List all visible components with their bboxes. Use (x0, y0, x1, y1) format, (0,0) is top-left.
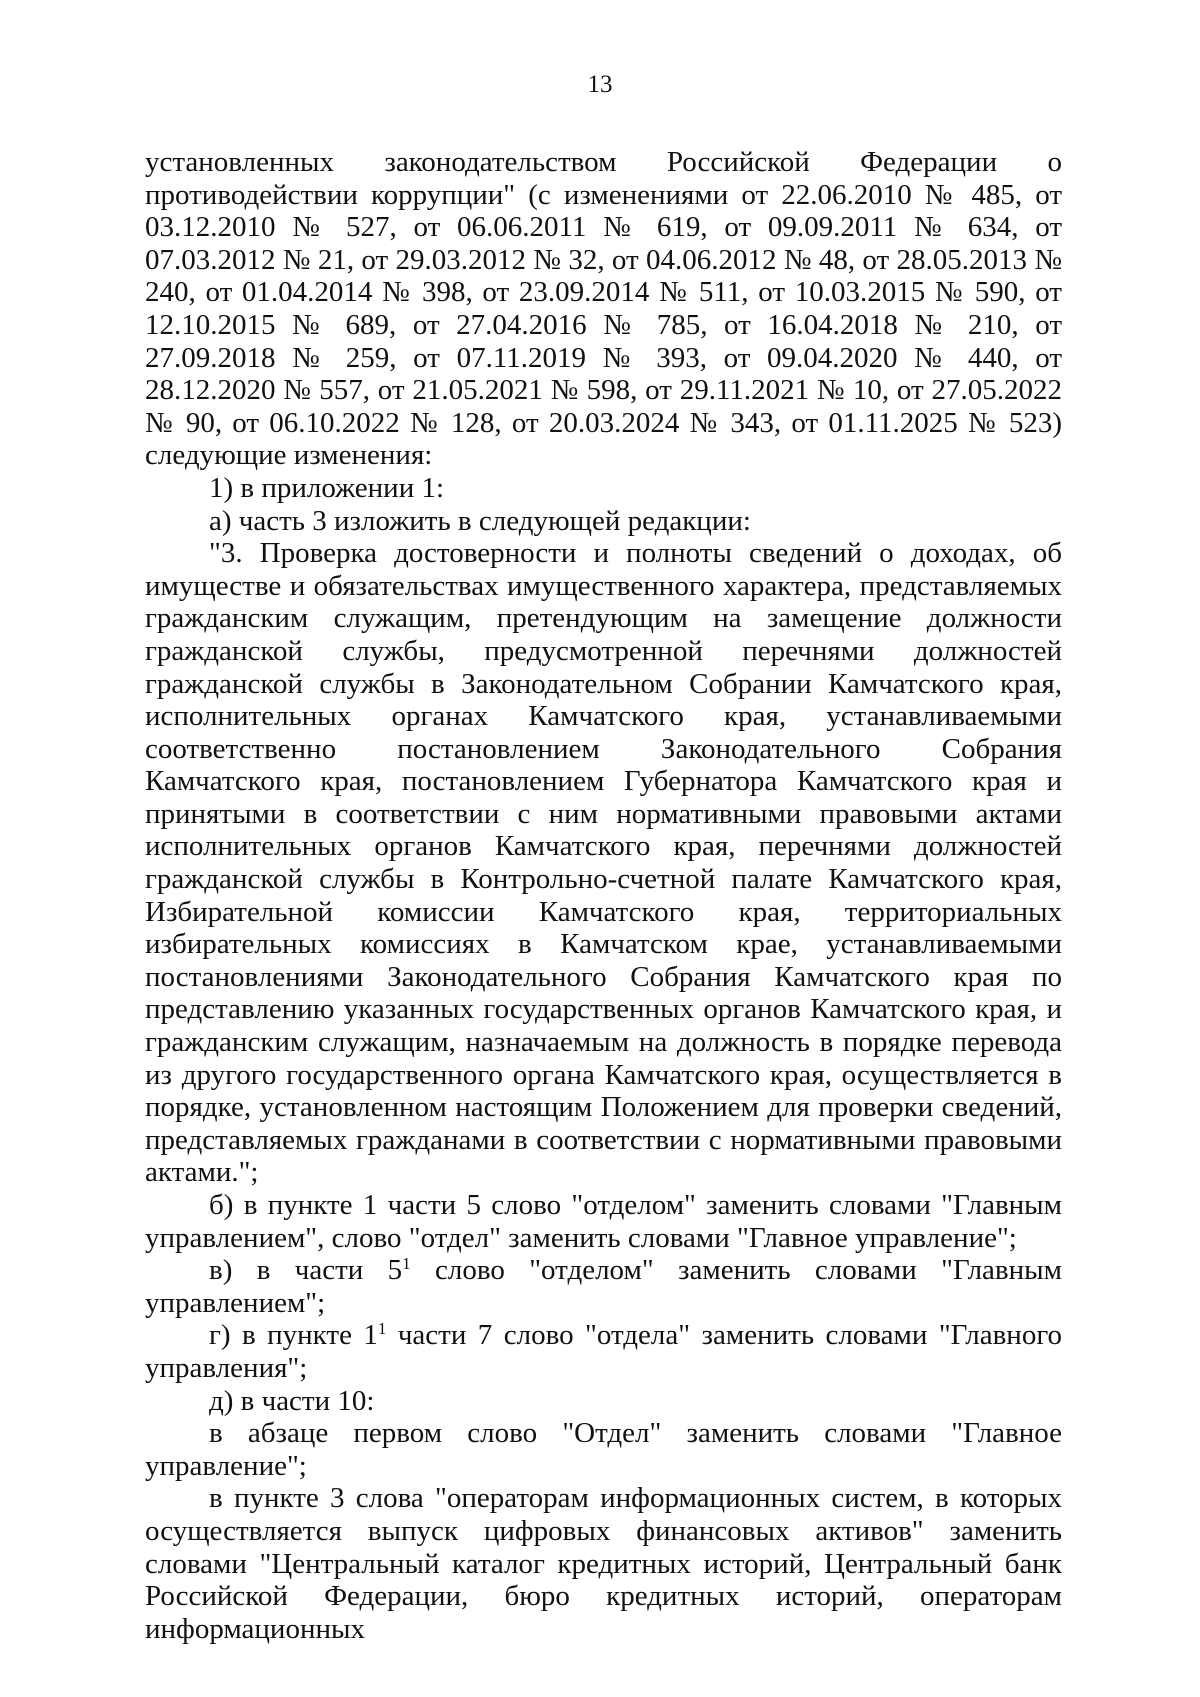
paragraph-part-3-text: "3. Проверка достоверности и полноты сведений о доходах, об имуществе и обязательствах имущественного характера, представляемых гражданским служащим, претендующим на замещение должности гражданской службы, предусмотренной перечнями должностей гражданской службы в Законодательном Собрании Камчатского края, исполнительных органах Камчатского края, устанавливаемыми соответственно постановлением Законодательного Собрания Камчатского края, постановлением Губернатора Камчатского края и принятыми в соответствии с ним нормативными правовыми актами исполнительных органов Камчатского края, перечнями должностей гражданской службы в Контрольно-счетной палате Камчатского края, Избирательной комиссии Камчатского края, территориальных избирательных комиссиях в Камчатском крае, устанавливаемыми постановлениями Законодательного Собрания Камчатского края по представлению указанных государственных органов Камчатского края, и гражданским служащим, назначаемым на должность в порядке перевода из другого государственного органа Камчатского края, осуществляется в порядке, установленном настоящим Положением для проверки сведений, представляемых гражданами в соответствии с нормативными правовыми актами."; (145, 537, 1062, 1189)
paragraph-item-g (145, 1319, 1062, 1384)
item-g-superscript: 1 (377, 1319, 387, 1339)
item-v-text-before: в) в части 5 (209, 1254, 403, 1287)
paragraph-item-b: б) в пункте 1 части 5 слово "отделом" заменить словами "Главным управлением", слово "отдел" заменить словами "Главное управление"; (145, 1189, 1062, 1254)
item-v-text-after: слово "отделом" заменить словами "Главным управлением"; (145, 1254, 1062, 1319)
paragraph-item-d: д) в части 10: (209, 1384, 375, 1417)
item-g-text-after: части 7 слово "отдела" заменить словами "Главного управления"; (145, 1319, 1062, 1384)
item-v-superscript: 1 (402, 1254, 411, 1274)
paragraph-continuation: установленных законодательством Российской Федерации о противодействии коррупции" (с изменениями от 22.06.2010 № 485, от 03.12.2010 № 527, от 06.06.2011 № 619, от 09.09.2011 № 634, от 07.03.2012 № 21, от 29.03.2012 № 32, от 04.06.2012 № 48, от 28.05.2013 № 240, от 01.04.2014 № 398, от 23.09.2014 № 511, от 10.03.2015 № 590, от 12.10.2015 № 689, от 27.04.2016 № 785, от 16.04.2018 № 210, от 27.09.2018 № 259, от 07.11.2019 № 393, от 09.04.2020 № 440, от 28.12.2020 № 557, от 21.05.2021 № 598, от 29.11.2021 № 10, от 27.05.2022 № 90, от 06.10.2022 № 128, от 20.03.2024 № 343, от 01.11.2025 № 523) следующие изменения: (145, 146, 1062, 472)
paragraph-first-subparagraph: в абзаце первом слово "Отдел" заменить словами "Главное управление"; (145, 1417, 1062, 1482)
paragraph-point-3: в пункте 3 слова "операторам информационных систем, в которых осуществляется выпуск цифровых финансовых активов" заменить словами "Центральный каталог кредитных историй, Центральный банк Российской Федерации, бюро кредитных историй, операторам информационных (145, 1482, 1062, 1645)
paragraph-item-1: 1) в приложении 1: (209, 471, 445, 504)
document-body (145, 146, 1062, 1645)
page-number: 13 (587, 71, 613, 98)
item-g-text-before: г) в пункте 1 (209, 1319, 378, 1352)
paragraph-item-v (145, 1254, 1062, 1319)
paragraph-item-a: а) часть 3 изложить в следующей редакции: (209, 504, 751, 537)
